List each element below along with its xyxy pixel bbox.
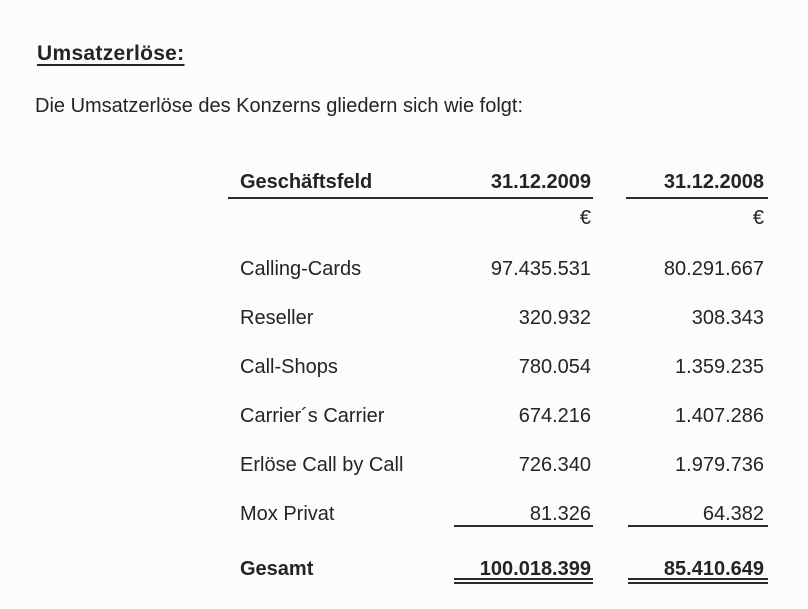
total-label: Gesamt: [240, 558, 314, 580]
row-label: Erlöse Call by Call: [240, 454, 404, 476]
table-row: [228, 355, 768, 404]
row-value-2009: 81.326: [454, 502, 593, 527]
euro-symbol-2008: €: [752, 207, 764, 229]
table-row: [228, 453, 768, 502]
header-2008: 31.12.2008: [626, 170, 768, 199]
row-value-2008: 64.382: [628, 502, 768, 527]
row-value-2009: 674.216: [518, 405, 591, 427]
row-value-2008: 1.359.235: [675, 356, 764, 378]
page-title: Umsatzerlöse:: [37, 42, 185, 65]
table-row: [228, 257, 768, 306]
table-row: [228, 502, 768, 527]
row-label: Carrier´s Carrier: [240, 405, 385, 427]
revenue-table: [228, 170, 768, 584]
row-label: Mox Privat: [240, 503, 335, 525]
table-row: [228, 306, 768, 355]
header-segment: Geschäftsfeld: [228, 170, 430, 199]
row-value-2009: 320.932: [518, 307, 591, 329]
table-row: [228, 404, 768, 453]
row-value-2008: 308.343: [691, 307, 764, 329]
row-value-2009: 726.340: [518, 454, 591, 476]
header-gap: [593, 170, 626, 199]
row-value-2009: 780.054: [518, 356, 591, 378]
row-label: Reseller: [240, 307, 314, 329]
row-value-2008: 1.979.736: [675, 454, 764, 476]
euro-symbol-2009: €: [579, 207, 591, 229]
row-value-2008: 80.291.667: [663, 258, 764, 280]
row-value-2008: 1.407.286: [675, 405, 764, 427]
spacer-row: [228, 527, 768, 557]
row-label: Calling-Cards: [240, 258, 362, 280]
total-value-2008: 85.410.649: [628, 557, 768, 584]
row-value-2009: 97.435.531: [490, 258, 591, 280]
row-label: Call-Shops: [240, 356, 338, 378]
currency-row: [228, 199, 768, 257]
total-value-2009: 100.018.399: [454, 557, 593, 584]
header-2009: 31.12.2009: [430, 170, 593, 199]
total-row: [228, 557, 768, 584]
intro-text: Die Umsatzerlöse des Konzerns gliedern sich wie folgt:: [35, 95, 523, 117]
table-header-row: [228, 170, 768, 199]
